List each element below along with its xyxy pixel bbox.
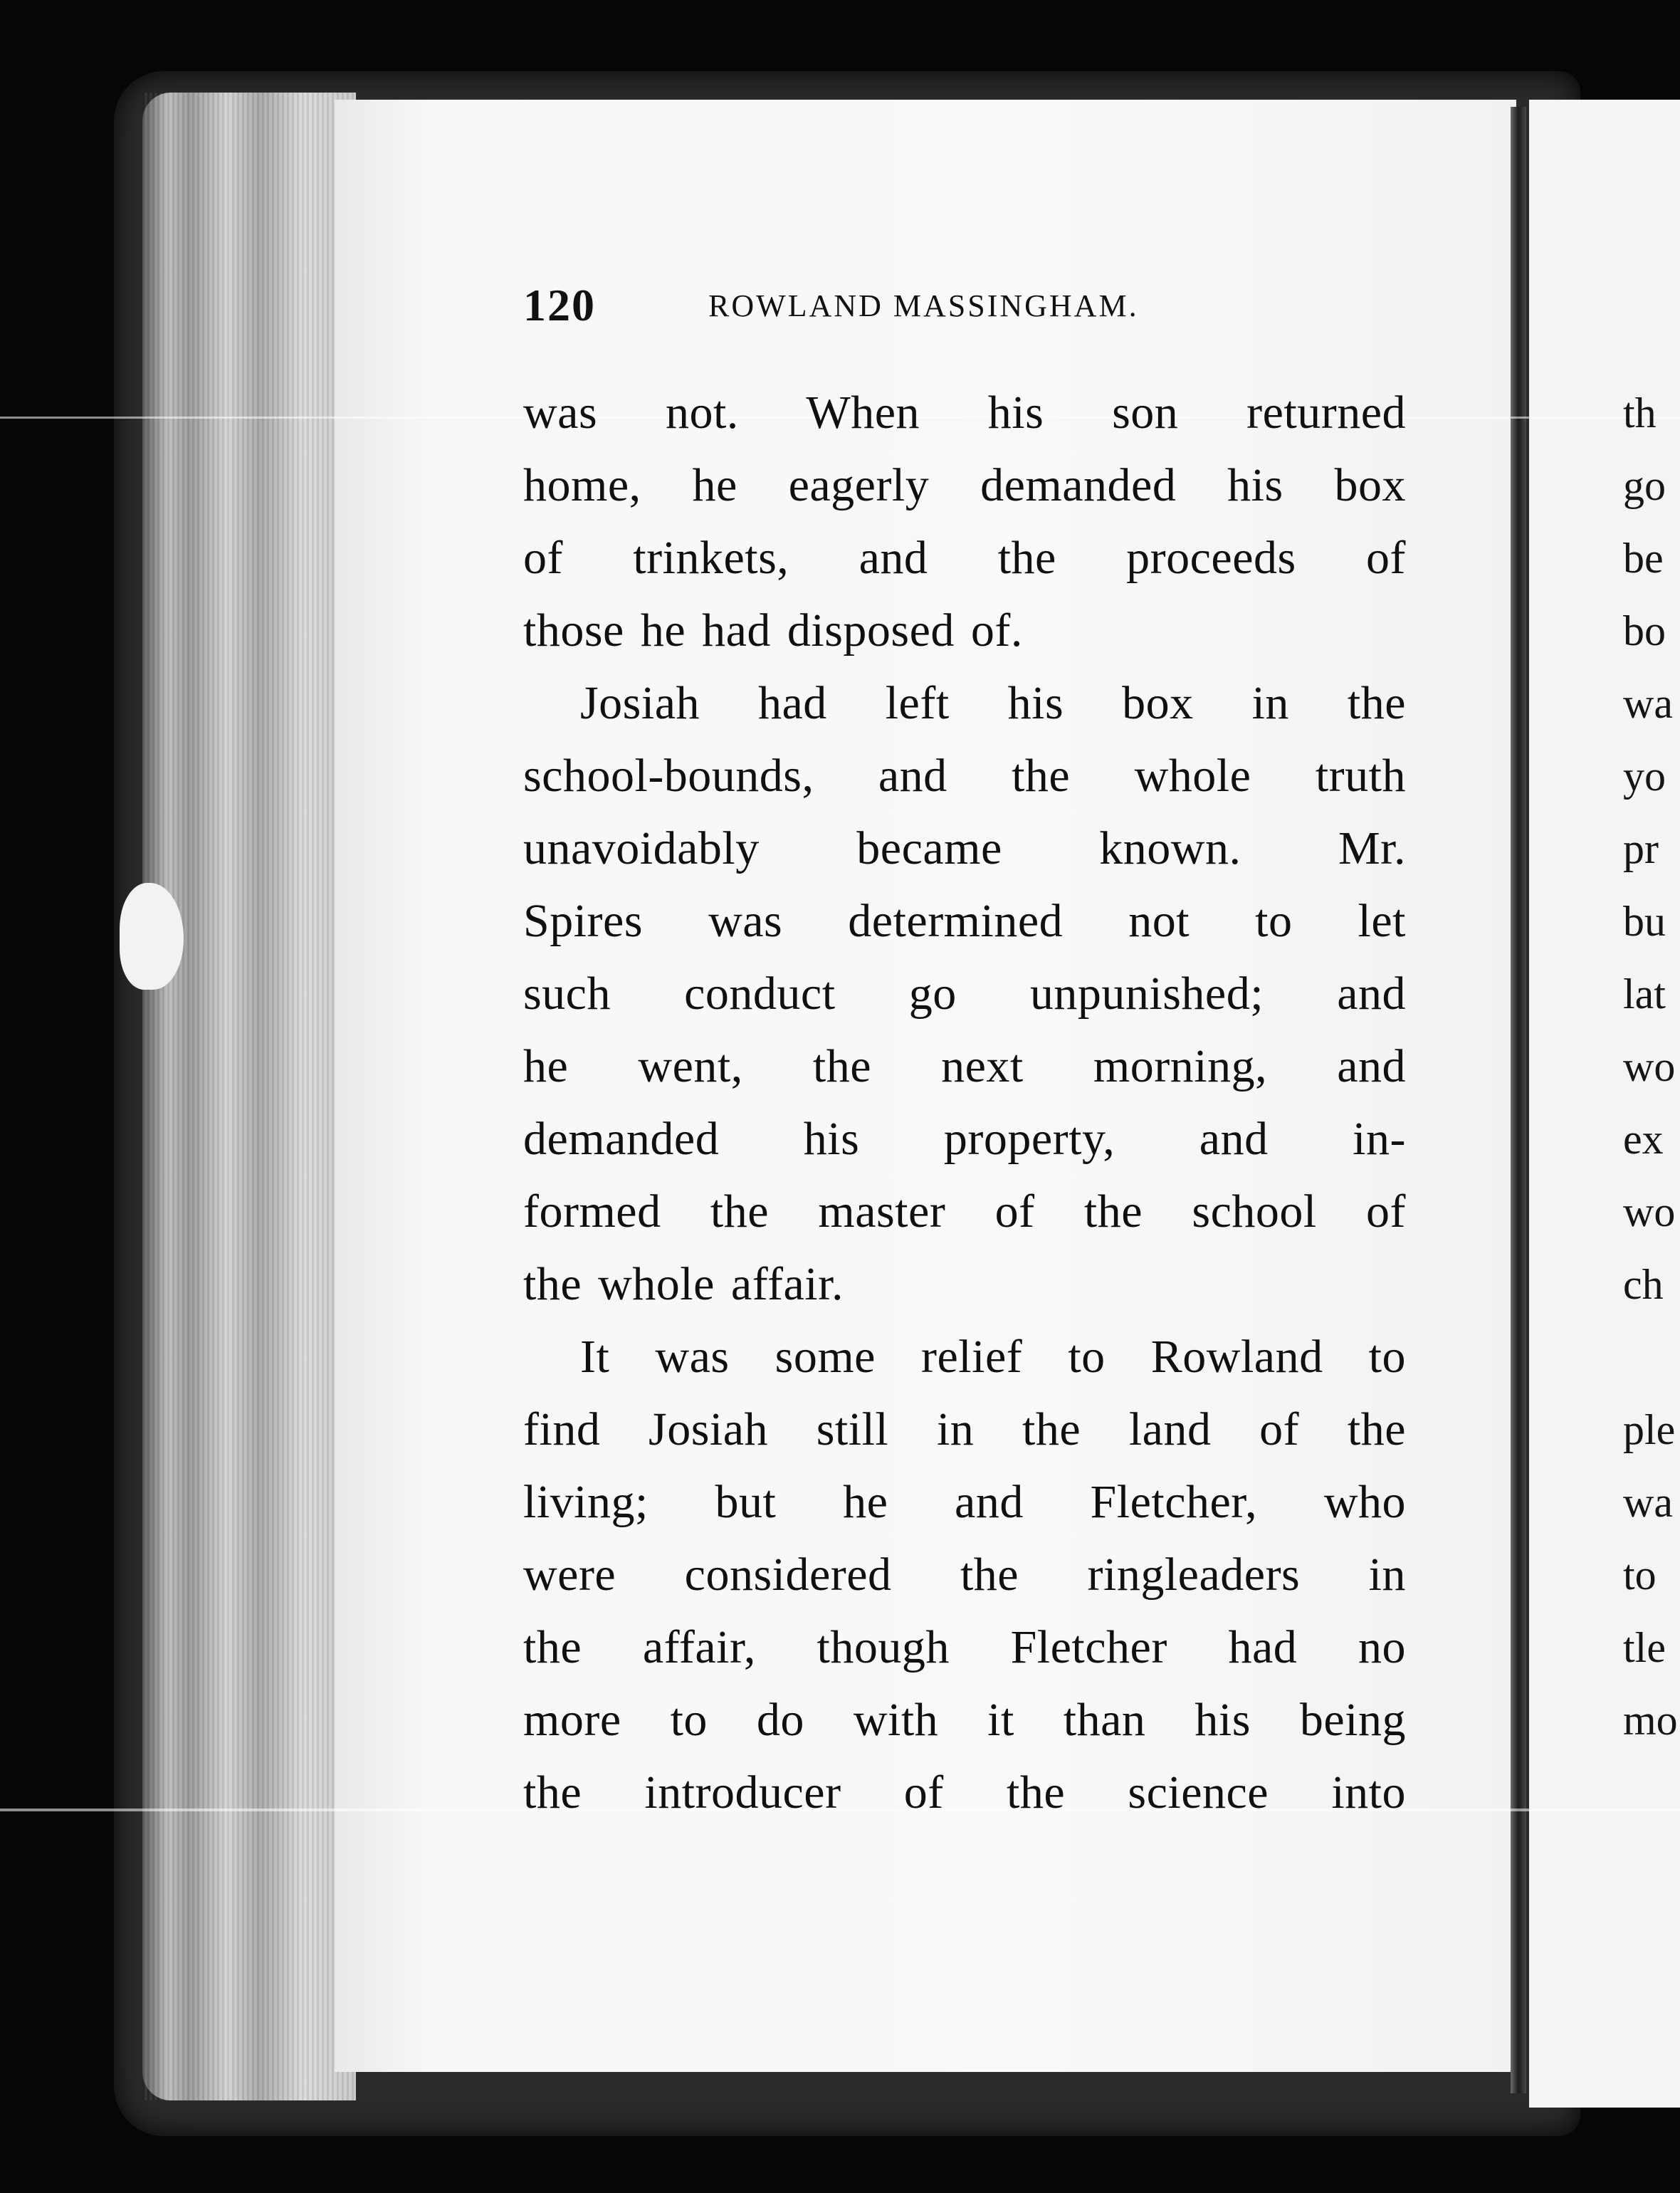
running-head: ROWLAND MASSINGHAM.	[708, 288, 1139, 323]
facing-line-fragment: mo	[1623, 1697, 1678, 1744]
text-line: of trinkets, and the proceeds of	[523, 532, 1406, 584]
page-number: 120	[523, 280, 596, 330]
text-line: find Josiah still in the land of the	[523, 1403, 1406, 1455]
facing-line-fragment: lat	[1623, 970, 1666, 1017]
text-line: were considered the ringleaders in	[523, 1549, 1406, 1601]
facing-line-fragment: bu	[1623, 898, 1666, 945]
facing-line-fragment: wo	[1623, 1043, 1676, 1090]
facing-line-fragment: ex	[1623, 1116, 1664, 1163]
text-line: Spires was determined not to let	[523, 895, 1406, 947]
book-gutter	[1511, 107, 1526, 2093]
text-line: the introducer of the science into	[523, 1767, 1406, 1818]
facing-line-fragment: go	[1623, 462, 1666, 509]
page-header	[523, 279, 1449, 336]
text-line: formed the master of the school of	[523, 1186, 1406, 1237]
facing-line-fragment: bo	[1623, 607, 1666, 654]
facing-line-fragment: tle	[1623, 1624, 1666, 1671]
text-line: such conduct go unpunished; and	[523, 968, 1406, 1020]
text-line: the whole affair.	[523, 1258, 844, 1310]
facing-line-fragment: wa	[1623, 680, 1673, 727]
text-line: It was some relief to Rowland to	[580, 1331, 1406, 1383]
text-line: demanded his property, and in-	[523, 1113, 1406, 1165]
text-line: those he had disposed of.	[523, 604, 1023, 656]
body-text	[523, 384, 1406, 1837]
facing-line-fragment: be	[1623, 535, 1664, 582]
text-line: unavoidably became known. Mr.	[523, 822, 1406, 874]
text-line: living; but he and Fletcher, who	[523, 1476, 1406, 1528]
text-line: school-bounds, and the whole truth	[523, 750, 1406, 802]
text-line: the affair, though Fletcher had no	[523, 1621, 1406, 1673]
text-line: more to do with it than his being	[523, 1694, 1406, 1746]
facing-line-fragment: to	[1623, 1551, 1657, 1598]
text-line: home, he eagerly demanded his box	[523, 459, 1406, 511]
text-line: Josiah had left his box in the	[580, 677, 1406, 729]
facing-page-text	[1623, 384, 1680, 1764]
facing-line-fragment: pr	[1623, 825, 1659, 872]
facing-line-fragment: yo	[1623, 753, 1666, 800]
facing-line-fragment: wo	[1623, 1188, 1676, 1235]
text-line: was not. When his son returned	[523, 387, 1406, 439]
text-line: he went, the next morning, and	[523, 1040, 1406, 1092]
facing-line-fragment: th	[1623, 389, 1657, 436]
facing-line-fragment: ple	[1623, 1406, 1676, 1453]
facing-line-fragment: wa	[1623, 1479, 1673, 1526]
facing-line-fragment: ch	[1623, 1261, 1664, 1308]
page-edges	[142, 93, 356, 2100]
